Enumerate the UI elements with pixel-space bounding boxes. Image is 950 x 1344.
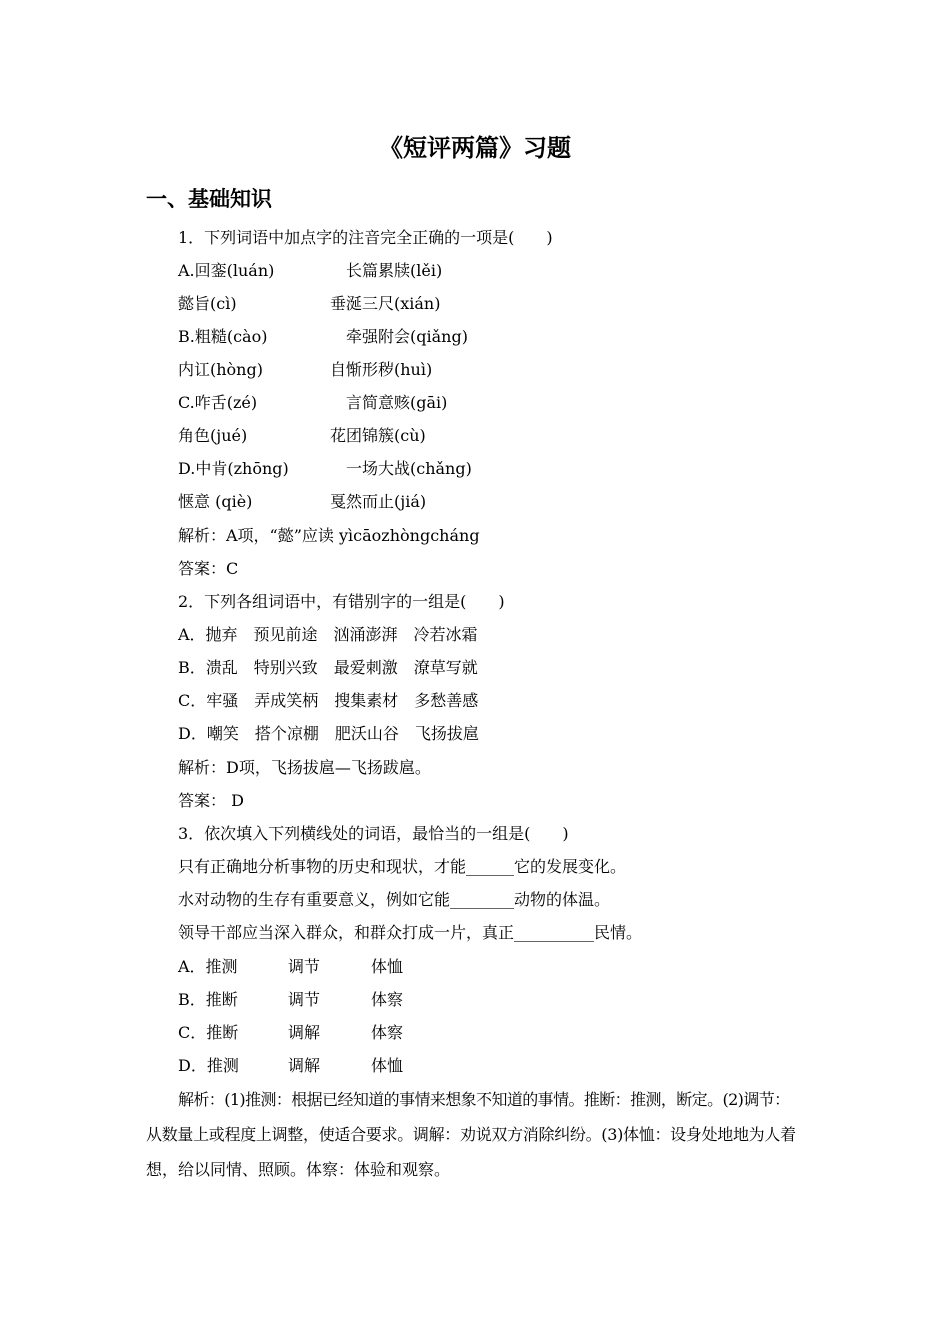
q3-sentence-2: 水对动物的生存有重要意义，例如它能________动物的体温。 — [178, 890, 611, 909]
q1-option-b-1: B.粗糙(cào) — [178, 327, 268, 346]
q1-option-b-2: 牵强附会(qiǎng) — [346, 327, 468, 346]
q3-option-b-word-2: 调节 — [288, 990, 321, 1009]
q3-analysis-line-1: 解析：(1)推测：根据已经知道的事情来想象不知道的事情。推断：推测，断定。(2)调节： — [178, 1090, 790, 1109]
q1-option-a-1: A.回銮(luán) — [178, 261, 275, 280]
q1-option-a-2: 长篇累牍(lěi) — [346, 261, 443, 280]
q3-analysis-line-2: 从数量上或程度上调整，使适合要求。调解：劝说双方消除纠纷。(3)体恤：设身处地地为人着 — [146, 1125, 796, 1144]
q2-answer: 答案： D — [178, 791, 244, 810]
q1-option-a-3: 懿旨(cì) — [178, 294, 237, 313]
q3-option-d-word-2: 调解 — [288, 1056, 321, 1075]
q3-option-a-word-3: 体恤 — [371, 957, 404, 976]
q3-option-d-word-3: 体恤 — [371, 1056, 404, 1075]
q3-sentence-3: 领导干部应当深入群众，和群众打成一片，真正__________民情。 — [178, 923, 643, 942]
q1-option-d-1: D.中肯(zhōng) — [178, 459, 289, 478]
q2-option-d: D．嘲笑 搭个凉棚 肥沃山谷 飞扬拔扈 — [178, 724, 479, 743]
q1-analysis: 解析：A项，“懿”应读 yìcāozhòngcháng — [178, 526, 480, 545]
q1-option-c-1: C.咋舌(zé) — [178, 393, 258, 412]
q2-option-a: A．抛弃 预见前途 汹涌澎湃 冷若冰霜 — [178, 625, 478, 644]
q1-option-a-4: 垂涎三尺(xián) — [330, 294, 441, 313]
q3-analysis-line-3: 想，给以同情、照顾。体察：体验和观察。 — [146, 1160, 451, 1179]
q3-option-c-word-1: C．推断 — [178, 1023, 239, 1042]
q3-stem: 3．依次填入下列横线处的词语，最恰当的一组是( ) — [178, 824, 569, 843]
q2-option-b: B．溃乱 特别兴致 最爱刺激 潦草写就 — [178, 658, 478, 677]
q3-option-c-word-3: 体察 — [371, 1023, 404, 1042]
q3-option-b-word-3: 体察 — [371, 990, 404, 1009]
q1-option-b-3: 内讧(hòng) — [178, 360, 263, 379]
q3-sentence-1: 只有正确地分析事物的历史和现状，才能______它的发展变化。 — [178, 857, 627, 876]
q3-option-d-word-1: D．推测 — [178, 1056, 239, 1075]
section-heading: 一、基础知识 — [146, 186, 272, 211]
q1-answer: 答案：C — [178, 559, 239, 578]
q1-stem: 1．下列词语中加点字的注音完全正确的一项是( ) — [178, 228, 553, 247]
q1-option-d-2: 一场大战(chǎng) — [346, 459, 472, 478]
q1-option-c-4: 花团锦簇(cù) — [330, 426, 426, 445]
q1-option-c-2: 言简意赅(gāi) — [346, 393, 448, 412]
document-title: 《短评两篇》习题 — [379, 133, 571, 162]
q1-option-c-3: 角色(jué) — [178, 426, 248, 445]
q3-option-b-word-1: B．推断 — [178, 990, 238, 1009]
q2-option-c: C．牢骚 弄成笑柄 搜集素材 多愁善感 — [178, 691, 479, 710]
q1-option-d-4: 戛然而止(jiá) — [330, 492, 427, 511]
q1-option-b-4: 自惭形秽(huì) — [330, 360, 433, 379]
q3-option-a-word-2: 调节 — [288, 957, 321, 976]
q3-option-a-word-1: A．推测 — [178, 957, 238, 976]
q2-analysis: 解析：D项，飞扬拔扈—飞扬跋扈。 — [178, 758, 431, 777]
q2-stem: 2．下列各组词语中，有错别字的一组是( ) — [178, 592, 505, 611]
q1-option-d-3: 惬意 (qiè) — [178, 492, 253, 511]
q3-option-c-word-2: 调解 — [288, 1023, 321, 1042]
